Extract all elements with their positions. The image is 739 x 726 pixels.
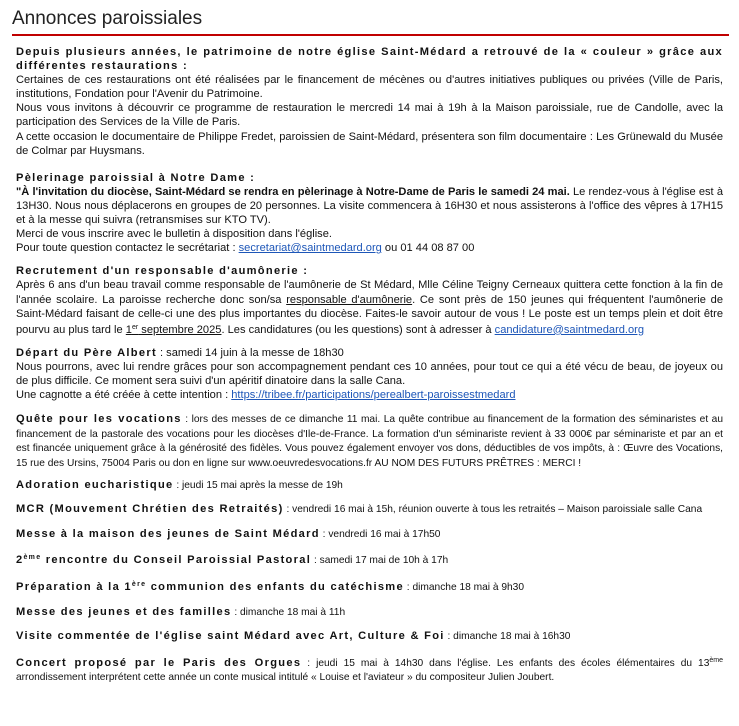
event-messe-maison-jeunes (16, 527, 723, 542)
underlined-text: responsable d'aumônerie (286, 293, 413, 306)
event-visite-commentee (16, 629, 723, 644)
text: arrondissement interprétent cette année un conte musical intitulé « Louise et l'aviateur » du compositeur Julien Joubert. (16, 672, 555, 684)
event-heading-sup: ère (131, 580, 147, 588)
paragraph (16, 412, 723, 470)
event-text: : dimanche 18 mai à 11h (231, 606, 346, 618)
section-pelerinage (16, 171, 723, 256)
paragraph: Merci de vous inscrire avec le bulletin à disposition dans l'église. (16, 228, 332, 241)
paragraph: A cette occasion le documentaire de Philippe Fredet, paroissien de Saint-Médard, présentera son film documentaire : Les Grünewald du Musée de Colmar par Huysmans. (16, 130, 723, 157)
header (12, 6, 723, 34)
text: ou 01 44 08 87 00 (381, 242, 475, 255)
paragraph (16, 185, 723, 227)
event-text: : vendredi 16 mai à 15h, réunion ouverte à tous les retraités – Maison paroissiale salle Cana (283, 504, 703, 516)
paragraph: Nous vous invitons à découvrir ce programme de restauration le mercredi 14 mai à 19h à la Maison paroissiale, rue de Candolle, avec la participation des Services de la Ville de Paris. (16, 102, 723, 129)
event-text: : samedi 17 mai de 10h à 17h (311, 555, 449, 567)
event-text: : vendredi 16 mai à 17h50 (319, 528, 441, 540)
text: Pour toute question contactez le secrétariat : (16, 242, 239, 255)
event-text: : dimanche 18 mai à 9h30 (403, 581, 525, 593)
secretariat-email-link[interactable]: secretariat@saintmedard.org (238, 242, 382, 255)
section-patrimoine (16, 45, 723, 158)
section-heading: Départ du Père Albert (16, 346, 157, 359)
deadline-date (126, 324, 222, 336)
section-concert (16, 654, 723, 685)
event-adoration (16, 478, 723, 493)
event-heading: Messe à la maison des jeunes de Saint Médard (16, 527, 320, 540)
event-mcr (16, 502, 723, 517)
section-heading: Pèlerinage paroissial à Notre Dame : (16, 171, 256, 184)
event-heading: rencontre du Conseil Paroissial Pastoral (41, 554, 312, 567)
paragraph (16, 241, 723, 255)
paragraph (16, 388, 723, 402)
event-premiere-communion (16, 578, 723, 595)
section-depart (16, 346, 723, 402)
paragraph: Certaines de ces restaurations ont été réalisées par le financement de mécènes ou d'autres initiatives publiques ou privées (Ville de Paris, institutions, Fondation pour l'Avenir du Patrimoine. (16, 74, 723, 101)
event-conseil-pastoral (16, 551, 723, 568)
event-heading-sup: ème (23, 554, 42, 562)
section-heading: Quête pour les vocations (16, 413, 182, 426)
cagnotte-link[interactable]: https://tribee.fr/participations/perealbert-paroissestmedard (231, 389, 516, 402)
section-recrutement (16, 264, 723, 336)
text: Le rendez-vous à l'église est à 13H30. Nous nous déplacerons en groupes de 20 personnes. La visite commencera à 16H30 et nous assisterons à l'office des vêpres à 17H15 et à la messe qui suivra (retransmises sur KTO TV). (16, 185, 723, 227)
paragraph: Nous pourrons, avec lui rendre grâces pour son accompagnement pendant ces 10 années, pour tout ce qui a été vécu de beau, de joyeux ou de plus difficile. Ce moment sera suivi d'un apéritif dinatoire dans la salle Cana. (16, 360, 723, 387)
event-text: : jeudi 15 mai après la messe de 19h (173, 479, 343, 491)
text: . Ce sont près de 150 jeunes qui fréquentent l'aumônerie de Saint-Médard faisant de celle-ci une des plus importantes du diocèse. Faites-le savoir autour de vous ! Le poste est un temps plein et doit être pourvu au plus tard le (16, 293, 724, 336)
section-heading-line (16, 346, 723, 360)
event-heading-pre: Préparation à la 1 (16, 580, 132, 593)
section-heading: Depuis plusieurs années, le patrimoine de notre église Saint-Médard a retrouvé de la « couleur » grâce aux différentes restaurations : (16, 46, 723, 73)
event-heading: Visite commentée de l'église saint Médard avec Art, Culture & Foi (16, 630, 445, 643)
paragraph (16, 654, 723, 685)
text: Après 6 ans d'un beau travail comme responsable de l'aumônerie de St Médard, Mlle Céline Teigny Cerneaux quittera cette fonction à la fin de l'année scolaire. La paroisse recherche donc son/sa (16, 279, 723, 306)
event-heading-num: 2 (16, 554, 24, 567)
date-rest: septembre 2025 (138, 323, 222, 336)
page-title: Annonces paroissiales (12, 8, 203, 29)
text: : jeudi 15 mai à 14h30 dans l'église. Les enfants des écoles élémentaires du 13 (301, 657, 710, 669)
paragraph (16, 278, 723, 336)
candidature-email-link[interactable]: candidature@saintmedard.org (494, 323, 645, 336)
section-quete (16, 412, 723, 470)
event-heading: MCR (Mouvement Chrétien des Retraités) (16, 503, 284, 516)
title-rule (12, 34, 729, 36)
section-heading: Recrutement d'un responsable d'aumônerie : (16, 265, 309, 278)
text: : samedi 14 juin à la messe de 18h30 (156, 346, 344, 359)
text: . Les candidatures (ou les questions) sont à adresser à (221, 323, 495, 336)
event-messe-jeunes-familles (16, 605, 723, 620)
event-heading: Messe des jeunes et des familles (16, 605, 232, 618)
event-text: : dimanche 18 mai à 16h30 (444, 631, 571, 643)
text: : lors des messes de ce dimanche 11 mai. La quête contribue au financement de la formation des séminaristes et au financement de la pastorale des vocations pour les diocèses d'Ile-de-France. La formation d'un séminariste revient à 33 000€ par séminariste et par an et est financée uniquement grâce à la générosité des fidèles. Vous pouvez également envoyer vos dons, déductibles de vos impôts, à : Œuvre des Vocations, 15 rue des Ursins, 75004 Paris ou don en ligne sur www.oeuvredesvocations.fr AU NOM DES FUTURS PRÊTRES : MERCI ! (16, 414, 723, 469)
bold-text: "À l'invitation du diocèse, Saint-Médard se rendra en pèlerinage à Notre-Dame de Paris le samedi 24 mai. (16, 185, 570, 198)
text-sup: ème (709, 656, 723, 664)
event-heading: communion des enfants du catéchisme (146, 580, 404, 593)
event-heading: Adoration eucharistique (16, 478, 174, 491)
date-sup: er (131, 323, 139, 331)
text: Une cagnotte a été créée à cette intention : (16, 389, 232, 402)
section-heading: Concert proposé par le Paris des Orgues (16, 656, 302, 669)
date-day: 1 (125, 323, 132, 336)
